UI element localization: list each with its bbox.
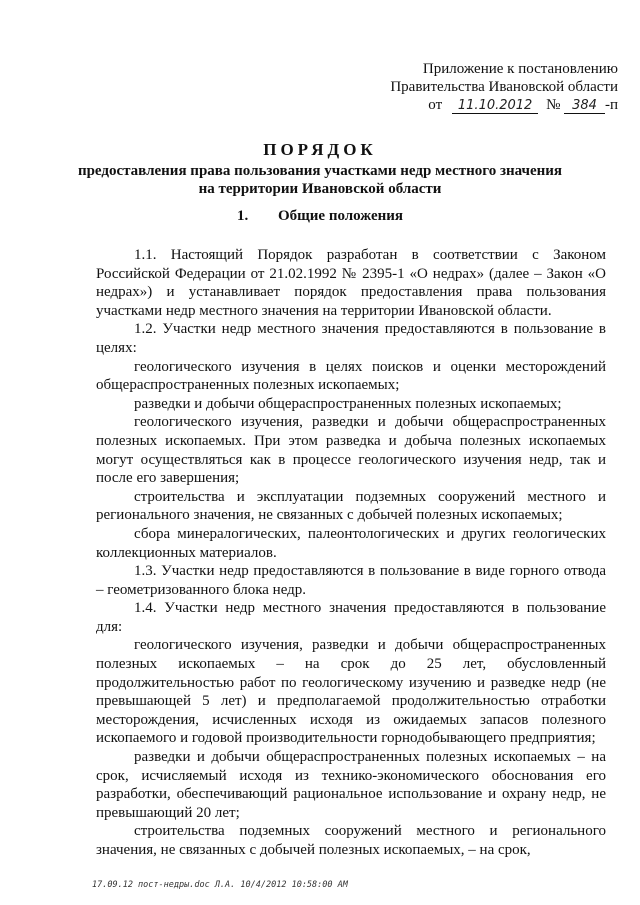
paragraph: 1.3. Участки недр предоставляются в пользование в виде горного отвода – геометризованного блока недр. (96, 563, 606, 598)
paragraph: геологического изучения, разведки и добычи общераспространенных полезных ископаемых. При этом разведка и добыча полезных ископаемых могут осуществляться как в процессе геологического изучения недр, так и после его завершения; (96, 414, 606, 487)
document-body (96, 246, 606, 860)
approval-date: 11.10.2012 (452, 98, 538, 114)
document-subtitle (0, 162, 640, 198)
paragraph: геологического изучения в целях поисков и оценки месторождений общераспространенных полезных ископаемых; (96, 358, 606, 394)
subtitle-line-1: предоставления права пользования участками недр местного значения (77, 163, 563, 179)
paragraph: разведки и добычи общераспространенных полезных ископаемых; (134, 395, 562, 412)
paragraph: 1.1. Настоящий Порядок разработан в соответствии с Законом Российской Федерации от 21.02.1992 № 2395-1 «О недрах» (далее – Закон «О недрах») и устанавливает порядок предоставления права пользования участками недр местного значения на территории Ивановской области. (96, 247, 606, 319)
subtitle-line-2: на территории Ивановской области (198, 181, 442, 197)
paragraph: сбора минералогических, палеонтологических и других геологических коллекционных материалов. (96, 525, 606, 561)
number-suffix: -п (604, 97, 618, 113)
paragraph: строительства подземных сооружений местного и регионального значения, не связанных с добычей полезных ископаемых, – на срок, (96, 823, 606, 858)
approval-line-2: Правительства Ивановской области (390, 79, 618, 95)
document-title: ПОРЯДОК (263, 140, 377, 159)
paragraph: 1.2. Участки недр местного значения предоставляются в пользование в целях: (96, 321, 606, 356)
paragraph: 1.4. Участки недр местного значения предоставляются в пользование для: (96, 600, 606, 635)
number-label: № (546, 97, 561, 113)
section-heading (0, 208, 640, 225)
paragraph: разведки и добычи общераспространенных полезных ископаемых – на срок, исчисляемый исходя из технико-экономического обоснования его разработки, обеспечивающий рациональное использование и охрану недр, не превышающий 20 лет; (96, 749, 606, 821)
approval-block (388, 60, 618, 114)
section-title: Общие положения (277, 208, 404, 224)
footer-file-info: 17.09.12 пост-недры.doc Л.А. 10/4/2012 10:58:00 AM (92, 880, 348, 890)
approval-line-1: Приложение к постановлению (422, 61, 618, 77)
section-number: 1. (236, 208, 249, 224)
paragraph: геологического изучения, разведки и добычи общераспространенных полезных ископаемых – на срок до 25 лет, обусловленный продолжительностью работ по геологическому изучению и разведке недр (не превышающей 5 лет) и предполагаемой продолжительностью отработки месторождения, исчисленных исходя из ожидаемых запасов полезного ископаемого и годовой производительности горнодобывающего предприятия; (96, 637, 606, 747)
paragraph: строительства и эксплуатации подземных сооружений местного и регионального значения, не связанных с добычей полезных ископаемых; (96, 488, 606, 524)
approval-line-3 (388, 96, 618, 114)
approval-number: 384 (564, 98, 605, 114)
from-label: от (428, 97, 443, 113)
